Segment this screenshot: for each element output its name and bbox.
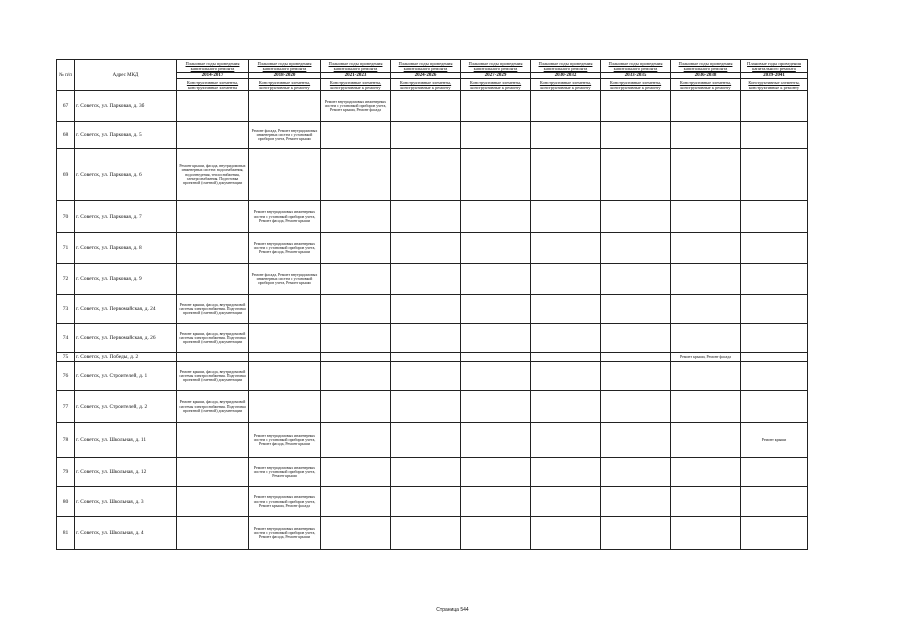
repair-work-cell [601,517,671,550]
repair-work-cell: Ремонт внутридомовых инженерных систем с установкой приборов учета, Ремонт фасада, Ремонт крыши [249,201,321,233]
repair-work-cell [601,91,671,122]
repair-work-cell [177,122,249,149]
col-header-address: Адрес МКД [75,60,177,91]
repair-work-cell [461,423,531,458]
repair-work-cell [531,487,601,517]
repair-work-cell [741,362,808,391]
row-address: г. Советск, ул. Первомайская, д. 26 [75,324,177,353]
period-years: 2014-2017 [177,73,249,79]
col-header-period: Плановые годы проведения капитального ремонта [461,60,531,73]
repair-work-cell: Ремонт внутридомовых инженерных систем с установкой приборов учета, Ремонт крыши, Ремонт фасада [321,91,391,122]
period-subheader: Конструктивные элементы, конструктивные к ремонту [531,79,601,91]
repair-work-cell [601,353,671,362]
repair-work-cell [741,391,808,423]
repair-work-cell [601,295,671,324]
repair-work-cell [531,362,601,391]
period-subheader: Конструктивные элементы, конструктивные к ремонту [601,79,671,91]
repair-work-cell [671,517,741,550]
repair-work-cell [249,391,321,423]
repair-work-cell [177,91,249,122]
repair-work-cell: Ремонт внутридомовых инженерных систем с установкой приборов учета, Ремонт крыши, Ремонт фасада [249,487,321,517]
repair-work-cell [531,458,601,487]
repair-work-cell [531,91,601,122]
repair-work-cell [177,487,249,517]
repair-work-cell [741,201,808,233]
repair-work-cell [177,264,249,295]
repair-work-cell [741,458,808,487]
repair-work-cell [601,122,671,149]
repair-work-cell [391,295,461,324]
row-number: 77 [57,391,75,423]
row-address: г. Советск, ул. Парковая, д. 5 [75,122,177,149]
repair-work-cell [249,324,321,353]
repair-work-cell [461,362,531,391]
repair-work-cell: Ремонт внутридомовых инженерных систем с установкой приборов учета, Ремонт крыши [249,458,321,487]
repair-work-cell [177,423,249,458]
repair-work-cell [741,487,808,517]
repair-work-cell [321,487,391,517]
repair-work-cell [671,458,741,487]
repair-work-cell [391,353,461,362]
col-header-period: Плановые годы проведения капитального ремонта [249,60,321,73]
table-row [57,458,808,487]
period-years: 2027-2029 [461,73,531,79]
col-header-period: Плановые годы проведения капитального ремонта [177,60,249,73]
repair-work-cell [391,423,461,458]
row-address: г. Советск, ул. Парковая, д. 8 [75,233,177,264]
period-subheader: Конструктивные элементы, конструктивные к ремонту [321,79,391,91]
table-row [57,324,808,353]
repair-work-cell [391,122,461,149]
row-address: г. Советск, ул. Строителей, д. 2 [75,391,177,423]
repair-work-cell [741,295,808,324]
row-address: г. Советск, ул. Победы, д. 2 [75,353,177,362]
repair-work-cell [177,458,249,487]
repair-work-cell [741,264,808,295]
table-row [57,362,808,391]
period-subheader: Конструктивные элементы, конструктивные к ремонту [461,79,531,91]
repair-work-cell [671,487,741,517]
repair-work-cell [531,517,601,550]
repair-work-cell [671,201,741,233]
repair-work-cell [531,295,601,324]
period-subheader: Конструктивные элементы, конструктивные к ремонту [741,79,808,91]
repair-work-cell [741,122,808,149]
repair-work-cell [391,91,461,122]
repair-work-cell [531,391,601,423]
repair-work-cell [177,233,249,264]
table-row [57,423,808,458]
repair-work-cell [321,517,391,550]
row-number: 68 [57,122,75,149]
row-number: 75 [57,353,75,362]
repair-work-cell: Ремонт крыши, фасада, внутридомовой системы электроснабжения. Подготовка проектной (сметной) документации [177,362,249,391]
repair-work-cell [321,201,391,233]
repair-work-cell [601,487,671,517]
table-row [57,487,808,517]
repair-work-cell: Ремонт крыши, фасада, внутридомовой системы электроснабжения. Подготовка проектной (сметной) документации [177,295,249,324]
repair-work-cell [391,458,461,487]
row-number: 79 [57,458,75,487]
repair-work-cell [531,324,601,353]
row-address: г. Советск, ул. Парковая, д. 7 [75,201,177,233]
table-row [57,91,808,122]
repair-work-cell [461,295,531,324]
repair-work-cell [531,233,601,264]
row-number: 72 [57,264,75,295]
repair-work-cell [321,149,391,201]
period-years: 2039-2041 [741,73,808,79]
repair-work-cell [321,458,391,487]
row-address: г. Советск, ул. Школьная, д. 4 [75,517,177,550]
repair-work-cell [321,423,391,458]
period-subheader: Конструктивные элементы, конструктивные к ремонту [671,79,741,91]
repair-work-cell [177,517,249,550]
repair-work-cell [601,264,671,295]
repair-work-cell [461,201,531,233]
repair-work-cell: Ремонт внутридомовых инженерных систем с установкой приборов учета, Ремонт фасада, Ремонт крыши [249,423,321,458]
repair-work-cell [249,295,321,324]
row-address: г. Советск, ул. Строителей, д. 1 [75,362,177,391]
repair-work-cell [461,122,531,149]
page-number: Страница 544 [436,607,469,613]
col-header-period: Плановые годы проведения капитального ремонта [601,60,671,73]
repair-work-cell [741,517,808,550]
table-row [57,517,808,550]
table-row [57,295,808,324]
period-years: 2021-2023 [321,73,391,79]
row-address: г. Советск, ул. Школьная, д. 12 [75,458,177,487]
repair-work-cell [461,458,531,487]
repair-work-cell [321,391,391,423]
col-header-period: Плановые годы проведения капитального ремонта [531,60,601,73]
repair-work-cell [391,149,461,201]
repair-work-cell [741,149,808,201]
row-number: 80 [57,487,75,517]
row-address: г. Советск, ул. Первомайская, д. 24 [75,295,177,324]
row-address: г. Советск, ул. Школьная, д. 11 [75,423,177,458]
repair-work-cell [671,391,741,423]
repair-work-cell: Ремонт крыши [741,423,808,458]
row-address: г. Советск, ул. Парковая, д. 3б [75,91,177,122]
row-address: г. Советск, ул. Парковая, д. 9 [75,264,177,295]
repair-work-cell [671,324,741,353]
table-row [57,201,808,233]
period-years: 2036-2038 [671,73,741,79]
repair-work-cell [249,362,321,391]
repair-work-cell [391,487,461,517]
row-number: 78 [57,423,75,458]
repair-work-cell [321,353,391,362]
col-header-period: Плановые годы проведения капитального ремонта [391,60,461,73]
repair-work-cell: Ремонт внутридомовых инженерных систем с установкой приборов учета, Ремонт фасада, Ремонт крыши [249,233,321,264]
row-number: 67 [57,91,75,122]
period-subheader: Конструктивные элементы, конструктивные к ремонту [249,79,321,91]
repair-work-cell [321,233,391,264]
table-body [57,91,808,550]
row-number: 74 [57,324,75,353]
repair-work-cell [671,233,741,264]
table-header [57,60,808,91]
repair-work-cell: Ремонт внутридомовых инженерных систем с установкой приборов учета, Ремонт фасада, Ремонт крыши [249,517,321,550]
col-header-period: Плановые годы проведения капитального ремонта [671,60,741,73]
repair-work-cell [601,201,671,233]
row-address: г. Советск, ул. Школьная, д. 3 [75,487,177,517]
repair-work-cell [531,423,601,458]
repair-work-cell [461,391,531,423]
period-years: 2024-2026 [391,73,461,79]
repair-work-cell [391,264,461,295]
table-row [57,122,808,149]
repair-work-cell [461,91,531,122]
repair-work-cell [601,324,671,353]
repair-work-cell [601,391,671,423]
col-header-period: Плановые годы проведения капитального ремонта [321,60,391,73]
repair-work-cell [461,517,531,550]
row-number: 73 [57,295,75,324]
repair-work-cell [321,295,391,324]
repair-work-cell: Ремонт крыши, Ремонт фасада [671,353,741,362]
row-number: 76 [57,362,75,391]
repair-work-cell [531,122,601,149]
repair-work-cell [321,362,391,391]
repair-work-cell: Ремонт крыши, фасада, внутридомовой системы электроснабжения. Подготовка проектной (сметной) документации [177,324,249,353]
repair-work-cell [671,423,741,458]
repair-work-cell [671,149,741,201]
repair-work-cell: Ремонт крыши, фасада, внутридомовой системы электроснабжения. Подготовка проектной (сметной) документации [177,391,249,423]
repair-work-cell [177,353,249,362]
row-address: г. Советск, ул. Парковая, д. 6 [75,149,177,201]
repair-work-cell [741,91,808,122]
repair-work-cell [321,122,391,149]
repair-work-cell [671,91,741,122]
row-number: 71 [57,233,75,264]
table-row [57,149,808,201]
repair-work-cell [741,233,808,264]
repair-work-cell [601,458,671,487]
repair-work-cell [601,423,671,458]
repair-work-cell [461,264,531,295]
repair-work-cell [671,295,741,324]
row-number: 81 [57,517,75,550]
repair-work-cell [741,353,808,362]
repair-work-cell [601,362,671,391]
col-header-period: Плановые годы проведения капитального ремонта [741,60,808,73]
row-number: 70 [57,201,75,233]
repair-work-cell [391,201,461,233]
period-subheader: Конструктивные элементы, конструктивные элементы [177,79,249,91]
repair-work-cell [461,487,531,517]
repair-work-cell [461,353,531,362]
repair-work-cell [391,517,461,550]
col-header-num: № п/п [57,60,75,91]
table-row [57,353,808,362]
repair-work-cell [531,264,601,295]
capital-repair-table [56,59,808,550]
repair-work-cell [321,264,391,295]
repair-work-cell [249,91,321,122]
repair-work-cell [671,362,741,391]
period-years: 2030-2032 [531,73,601,79]
repair-work-cell [391,391,461,423]
row-number: 69 [57,149,75,201]
repair-work-cell [671,122,741,149]
repair-work-cell [391,362,461,391]
table-row [57,264,808,295]
repair-work-cell [741,324,808,353]
period-years: 2018-2020 [249,73,321,79]
repair-work-cell [601,233,671,264]
repair-work-cell [601,149,671,201]
repair-work-cell: Ремонт фасада, Ремонт внутридомовых инженерных систем с установкой приборов учета, Ремонт крыши [249,122,321,149]
repair-work-cell [461,149,531,201]
table-row [57,233,808,264]
repair-work-cell [391,324,461,353]
repair-work-cell [531,201,601,233]
repair-work-cell [461,233,531,264]
repair-work-cell [391,233,461,264]
period-subheader: Конструктивные элементы, конструктивные к ремонту [391,79,461,91]
repair-work-cell [461,324,531,353]
repair-work-cell [177,201,249,233]
repair-work-cell [321,324,391,353]
repair-work-cell: Ремонт крыши, фасада, внутридомовых инженерных систем: водоснабжения, водоотведения, теплоснабжения, электроснабжения. Подготовка проектной (сметной) документации [177,149,249,201]
repair-work-cell [531,353,601,362]
repair-work-cell: Ремонт фасада, Ремонт внутридомовых инженерных систем с установкой приборов учета, Ремонт крыши [249,264,321,295]
repair-work-cell [249,149,321,201]
period-years: 2033-2035 [601,73,671,79]
table-row [57,391,808,423]
repair-work-cell [671,264,741,295]
repair-work-cell [249,353,321,362]
repair-work-cell [531,149,601,201]
